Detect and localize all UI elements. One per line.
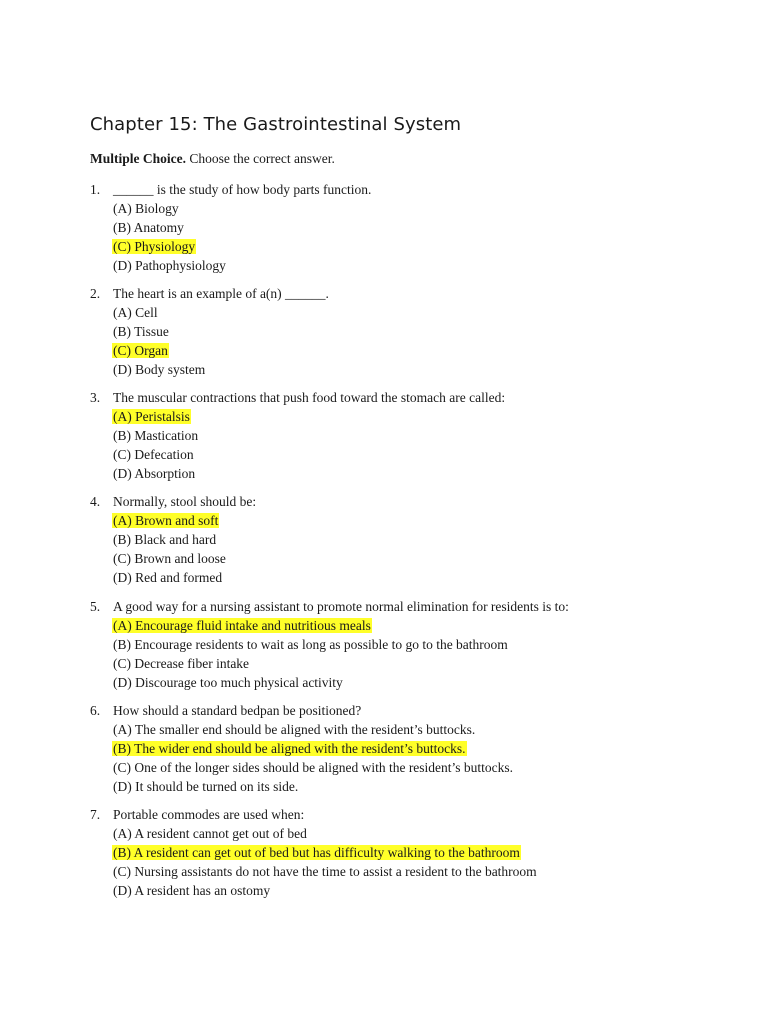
answer-option: (D) Pathophysiology <box>113 258 226 273</box>
question-5 <box>90 597 569 692</box>
answer-option: (D) Red and formed <box>113 570 223 585</box>
question-number: 1. <box>90 182 101 197</box>
question-3 <box>90 388 506 483</box>
answer-option: (D) It should be turned on its side. <box>113 779 299 794</box>
question-text: The muscular contractions that push food toward the stomach are called: <box>113 390 506 405</box>
answer-option: (D) Body system <box>113 362 206 377</box>
answer-option: (A) The smaller end should be aligned with the resident’s buttocks. <box>113 722 476 737</box>
answer-option: (A) A resident cannot get out of bed <box>113 826 307 841</box>
question-text: Portable commodes are used when: <box>113 807 305 822</box>
question-number: 3. <box>90 390 101 405</box>
answer-option-correct: (B) A resident can get out of bed but has difficulty walking to the bathroom <box>113 845 520 860</box>
question-number: 7. <box>90 807 101 822</box>
answer-option: (A) Cell <box>113 305 158 320</box>
answer-option: (D) Discourage too much physical activity <box>113 675 343 690</box>
question-number: 5. <box>90 599 101 614</box>
answer-option: (C) Defecation <box>113 447 194 462</box>
answer-option: (B) Anatomy <box>113 220 184 235</box>
answer-option: (D) A resident has an ostomy <box>113 883 271 898</box>
answer-option: (B) Encourage residents to wait as long as possible to go to the bathroom <box>113 637 508 652</box>
instructions <box>90 151 335 167</box>
question-7 <box>90 805 538 900</box>
instructions-label: Multiple Choice. <box>90 151 186 166</box>
question-number: 4. <box>90 494 101 509</box>
answer-option: (C) Brown and loose <box>113 551 226 566</box>
answer-option-correct: (C) Physiology <box>113 239 196 254</box>
answer-option: (C) Nursing assistants do not have the time to assist a resident to the bathroom <box>113 864 537 879</box>
question-number: 6. <box>90 703 101 718</box>
question-6 <box>90 701 514 796</box>
question-number: 2. <box>90 286 101 301</box>
chapter-title: Chapter 15: The Gastrointestinal System <box>90 114 462 135</box>
answer-option: (D) Absorption <box>113 466 196 481</box>
question-text: Normally, stool should be: <box>113 494 257 509</box>
answer-option: (B) Tissue <box>113 324 169 339</box>
question-4 <box>90 492 257 587</box>
answer-option-correct: (A) Peristalsis <box>113 409 190 424</box>
answer-option-correct: (A) Encourage fluid intake and nutritious meals <box>113 618 371 633</box>
instructions-text: Choose the correct answer. <box>186 151 335 166</box>
question-text: A good way for a nursing assistant to promote normal elimination for residents is to: <box>113 599 569 614</box>
question-2 <box>90 284 329 379</box>
answer-option: (C) One of the longer sides should be aligned with the resident’s buttocks. <box>113 760 514 775</box>
question-1 <box>90 180 372 275</box>
answer-option: (C) Decrease fiber intake <box>113 656 250 671</box>
question-text: ______ is the study of how body parts function. <box>113 182 372 197</box>
answer-option-correct: (B) The wider end should be aligned with the resident’s buttocks. <box>113 741 466 756</box>
answer-option-correct: (C) Organ <box>113 343 168 358</box>
question-text: How should a standard bedpan be positioned? <box>113 703 362 718</box>
answer-option: (A) Biology <box>113 201 179 216</box>
question-text: The heart is an example of a(n) ______. <box>113 286 329 301</box>
answer-option: (B) Black and hard <box>113 532 217 547</box>
answer-option: (B) Mastication <box>113 428 199 443</box>
answer-option-correct: (A) Brown and soft <box>113 513 219 528</box>
